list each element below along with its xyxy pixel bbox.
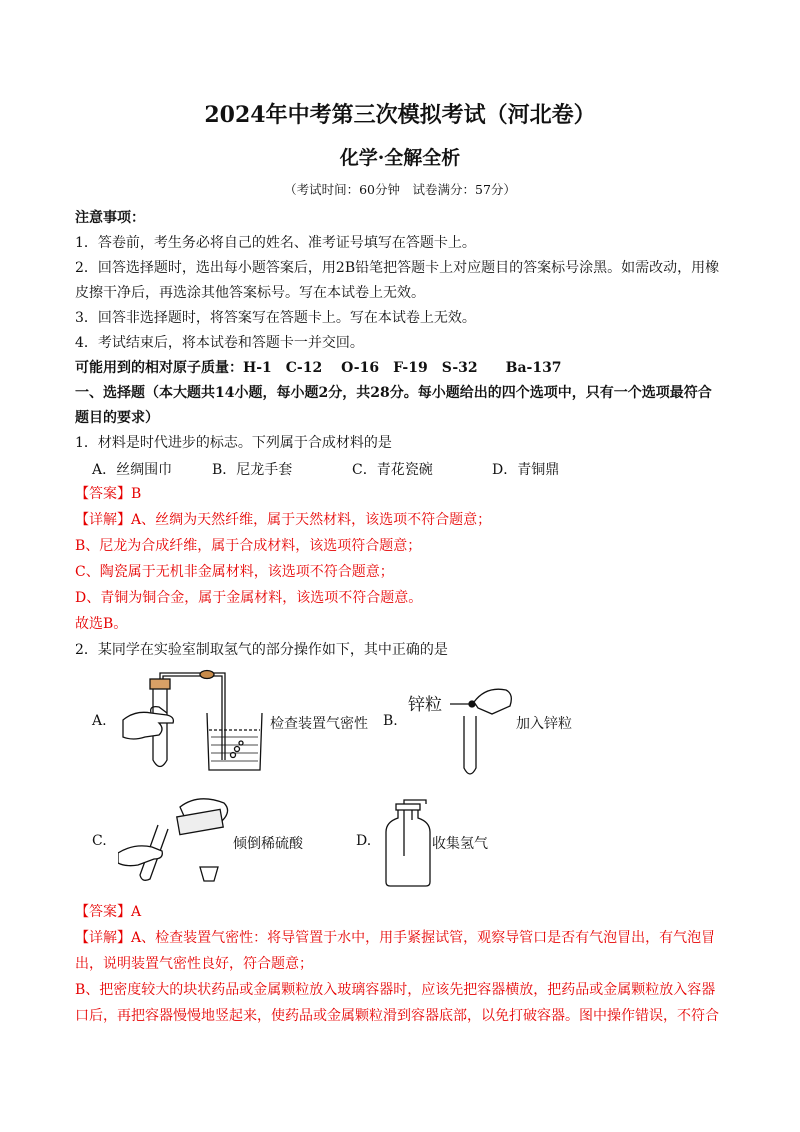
q2-stem: 2．某同学在实验室制取氢气的部分操作如下，其中正确的是: [75, 642, 448, 658]
q1-option-d: D．青铜鼎: [492, 462, 560, 478]
q1-explain: C、陶瓷属于无机非金属材料，该选项不符合题意；: [75, 564, 394, 580]
notice-item: 2．回答选择题时，选出每小题答案后，用2B铅笔把答题卡上对应题目的答案标号涂黑。如需改动，用橡: [75, 260, 720, 276]
exam-meta: （考试时间：60分钟 试卷满分：57分）: [284, 182, 516, 197]
q1-explain: D、青铜为铜合金，属于金属材料，该选项不符合题意。: [75, 590, 423, 606]
q1-option-a: A．丝绸围巾: [92, 462, 173, 478]
q2-answer: 【答案】A: [75, 904, 142, 920]
notice-item: 4．考试结束后，将本试卷和答题卡一并交回。: [75, 335, 364, 351]
q2-option-d-label: 收集氢气: [432, 836, 488, 852]
notice-item: 皮擦干净后，再选涂其他答案标号。写在本试卷上无效。: [75, 285, 425, 301]
zinc-granule-tag: 锌粒: [408, 695, 442, 715]
page-title: 2024年中考第三次模拟考试（河北卷）: [204, 102, 596, 128]
q2-explain: 【详解】A、检查装置气密性：将导管置于水中，用手紧握试管，观察导管口是否有气泡冒出，有气泡冒: [75, 930, 716, 946]
section-heading-cont: 题目的要求）: [75, 410, 159, 426]
collect-hydrogen-illustration: [382, 798, 434, 890]
q1-option-b: B．尼龙手套: [212, 462, 293, 478]
q2-explain: 口后，再把容器慢慢地竖起来，使药品或金属颗粒滑到容器底部，以免打破容器。图中操作错误，不符合: [75, 1008, 719, 1024]
q2-option-b-label: 加入锌粒: [516, 716, 572, 732]
add-zinc-illustration: [448, 680, 518, 778]
atomic-mass-line: 可能用到的相对原子质量：H-1 C-12 O-16 F-19 S-32 Ba-137: [75, 360, 562, 376]
q2-explain: 出，说明装置气密性良好，符合题意；: [75, 956, 313, 972]
q1-conclusion: 故选B。: [75, 616, 128, 632]
notice-heading: 注意事项：: [75, 210, 145, 226]
notice-item: 3．回答非选择题时，将答案写在答题卡上。写在本试卷上无效。: [75, 310, 476, 326]
q1-stem: 1．材料是时代进步的标志。下列属于合成材料的是: [75, 435, 392, 451]
q2-option-c-label: 倾倒稀硫酸: [233, 836, 303, 852]
q1-explain: 【详解】A、丝绸为天然纤维，属于天然材料，该选项不符合题意；: [75, 512, 492, 528]
q1-option-c: C．青花瓷碗: [352, 462, 433, 478]
q2-option-d-letter: D.: [356, 833, 372, 849]
notice-item: 1．答卷前，考生务必将自己的姓名、准考证号填写在答题卡上。: [75, 235, 476, 251]
airtightness-check-illustration: [115, 665, 275, 780]
q1-answer: 【答案】B: [75, 486, 142, 502]
pour-acid-illustration: [118, 795, 238, 895]
q2-option-a-letter: A.: [92, 713, 107, 729]
page-subtitle: 化学·全解全析: [339, 147, 461, 169]
q2-option-c-letter: C.: [92, 833, 107, 849]
q2-explain: B、把密度较大的块状药品或金属颗粒放入玻璃容器时，应该先把容器横放，把药品或金属颗粒放入容器: [75, 982, 716, 998]
q1-explain: B、尼龙为合成纤维，属于合成材料，该选项符合题意；: [75, 538, 422, 554]
q2-option-a-label: 检查装置气密性: [270, 716, 368, 732]
q2-option-b-letter: B.: [383, 713, 398, 729]
section-heading: 一、选择题（本大题共14小题，每小题2分，共28分。每小题给出的四个选项中，只有一个选项最符合: [75, 385, 712, 401]
